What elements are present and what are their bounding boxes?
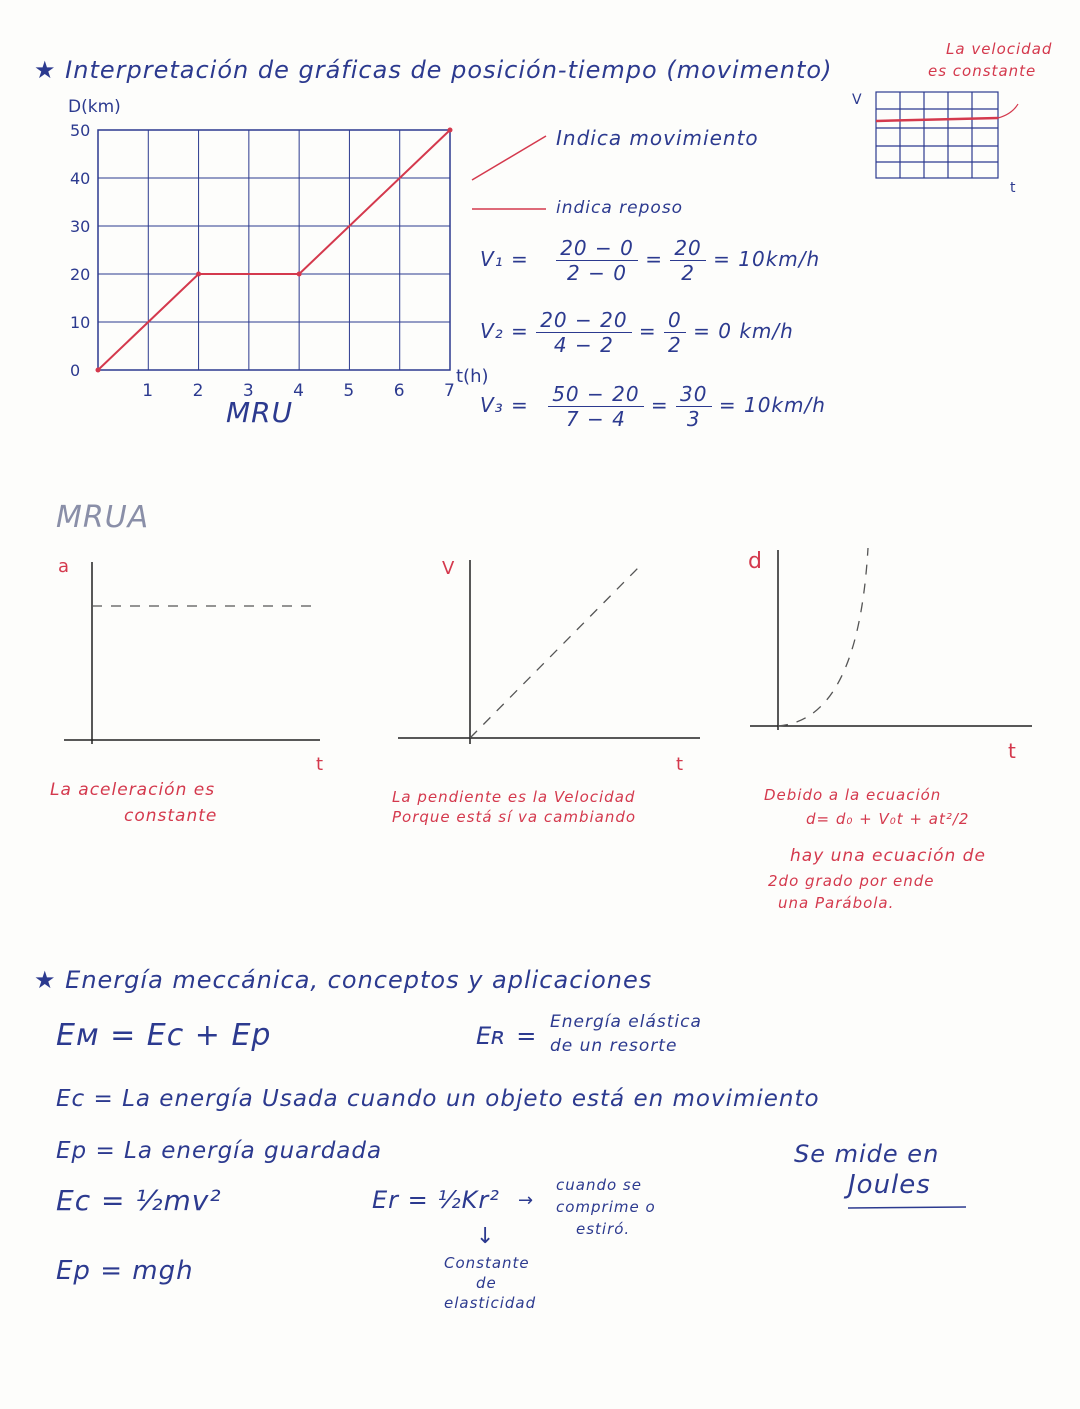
x-tick-label: 4 [293,381,304,401]
acc-xlabel: t [316,754,324,775]
x-tick-label: 1 [142,381,154,401]
x-tick-label: 5 [343,381,355,401]
er-desc-2: de un resorte [550,1036,678,1056]
er-arrow-note-1: cuando se [556,1176,642,1194]
dist-caption-2: d= d₀ + V₀t + at²/2 [806,810,970,828]
arrow-down-icon: ↓ [476,1224,495,1249]
em-formula: Eᴍ = Ec + Ep [56,1018,272,1053]
measure-unit: Joules [848,1170,931,1200]
dist-caption-4: 2do grado por ende [768,872,935,890]
velocity-row-1: V₁ = $\frac{20 - 0}{2 - 0}$ = $\frac{20}{2}$ = 10km/h [480,236,821,285]
y-tick-label: 0 [70,361,81,380]
dist-caption-1: Debido a la ecuación [764,786,942,804]
k-note-2: de [476,1274,497,1292]
velocity-row-3: V₃ = $\frac{50 - 20}{7 - 4}$ = $\frac{30}{3}$ = 10km/h [480,382,826,431]
dist-xlabel: t [1008,739,1016,763]
ec-formula: Ec = ½mv² [56,1184,222,1217]
mini-note-line1: La velocidad [946,40,1053,58]
position-time-chart [50,90,489,430]
vel-caption-1: La pendiente es la Velocidad [392,788,636,806]
x-tick-label: 7 [444,381,455,401]
distance-graph [740,540,1040,770]
velocity-graph [390,548,710,778]
x-axis-label: t(h) [456,366,489,387]
data-point [196,272,201,277]
er-desc-1: Energía elástica [550,1012,702,1032]
section1-title: ★ Interpretación de gráficas de posición-tiempo (movimento) [34,56,833,84]
vel-caption-2: Porque está sí va cambiando [392,808,637,826]
velocity-row-2: V₂ = $\frac{20 - 20}{4 - 2}$ = $\frac{0}{2}$ = 0 km/h [480,308,794,357]
star-icon: ★ [34,966,57,994]
dist-caption-3: hay una ecuación de [790,846,986,866]
x-tick-label: 6 [393,381,405,401]
legend-movement: Indica movimiento [556,126,759,150]
er-formula: Er = ½Kr² [372,1186,500,1214]
series-line [98,130,450,370]
mini-note-line2: es constante [928,62,1037,80]
y-tick-label: 50 [70,121,91,140]
legend-rest: indica reposo [556,198,684,218]
y-tick-label: 40 [70,169,91,188]
arrow-right-icon: → [518,1190,534,1211]
k-note-3: elasticidad [444,1294,537,1312]
joules-underline [846,1204,970,1212]
x-tick-label: 3 [242,381,254,401]
er-arrow-note-3: estiró. [576,1220,631,1238]
vel-xlabel: t [676,754,684,775]
y-tick-label: 20 [70,265,91,284]
mini-velocity-graph [846,84,1026,196]
section3-title: ★ Energía meccánica, conceptos y aplicaciones [34,966,653,994]
ep-formula: Ep = mgh [56,1256,194,1286]
mini-xlabel: t [1010,180,1016,196]
acceleration-graph [50,548,350,778]
mrua-title: MRUA [56,500,150,535]
ep-definition: Ep = La energía guardada [56,1138,383,1164]
data-point [96,368,101,373]
er-arrow-note-2: comprime o [556,1198,656,1216]
acc-caption-1: La aceleración es [50,780,216,800]
data-point [448,128,453,133]
y-axis-label: D(km) [68,97,121,117]
acc-ylabel: a [58,556,70,577]
chart-caption: MRU [226,396,294,429]
dist-caption-5: una Parábola. [778,894,895,912]
legend-lines [466,126,556,226]
dist-ylabel: d [748,549,762,574]
er-label: Eʀ = [476,1022,538,1050]
mini-ylabel: V [852,92,862,108]
x-tick-label: 2 [192,381,204,401]
y-tick-label: 10 [70,313,91,332]
y-tick-label: 30 [70,217,91,236]
ec-definition: Ec = La energía Usada cuando un objeto está en movimiento [56,1086,820,1112]
plot-frame [98,130,450,370]
vel-ylabel: V [442,558,455,579]
k-note-1: Constante [444,1254,530,1272]
measure-note: Se mide en [794,1140,940,1168]
acc-caption-2: constante [124,806,218,826]
data-point [297,272,302,277]
star-icon: ★ [34,56,57,84]
